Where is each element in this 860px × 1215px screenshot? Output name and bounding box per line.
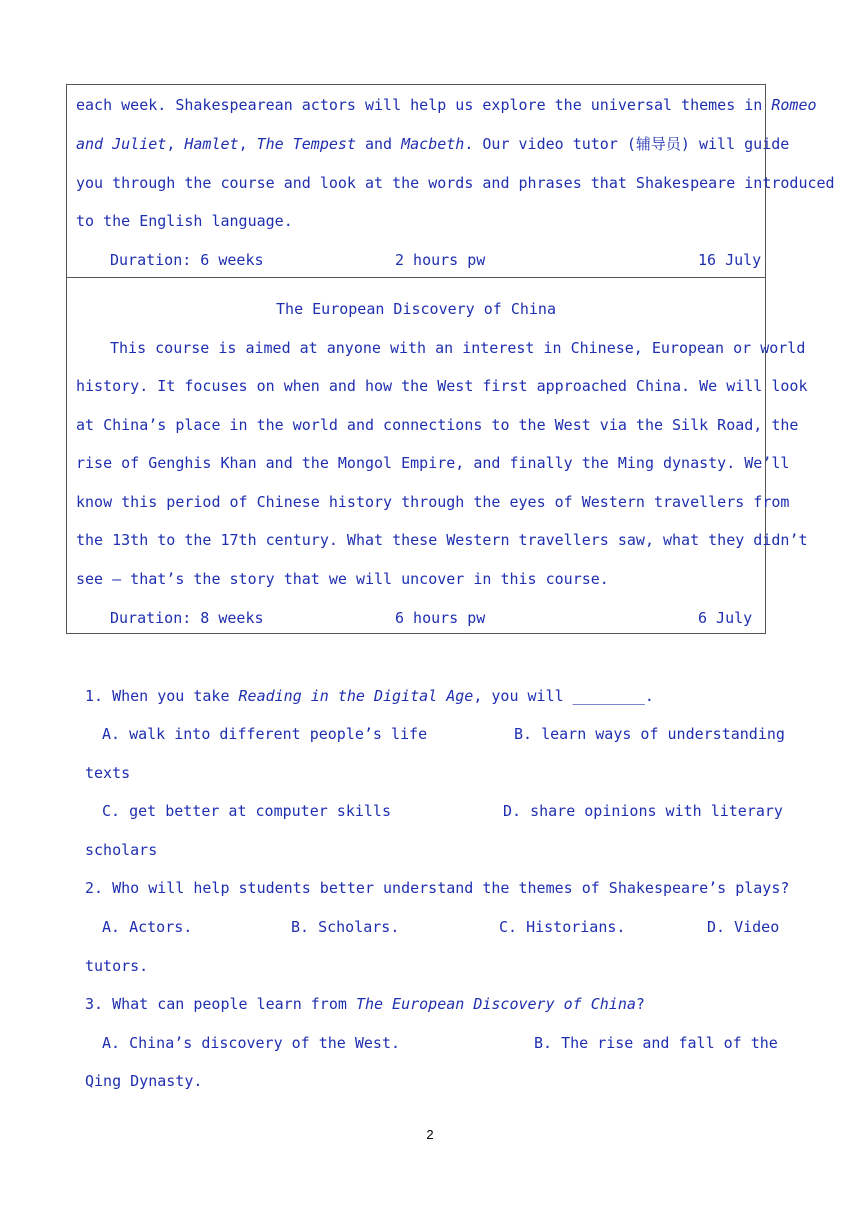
question-1-option-a: A. walk into different people’s life	[102, 725, 428, 743]
course2-line-7: see — that’s the story that we will uncover in this course.	[76, 570, 609, 588]
question-3-option-b: B. The rise and fall of the	[534, 1034, 778, 1052]
question-2-option-b: B. Scholars.	[291, 918, 400, 936]
question-2-stem: 2. Who will help students better understand the themes of Shakespeare’s plays?	[85, 879, 790, 897]
course1-line-1: each week. Shakespearean actors will help us explore the universal themes in Romeo	[76, 96, 817, 114]
page-number: 2	[426, 1127, 434, 1142]
course2-hours: 6 hours pw	[395, 609, 486, 627]
question-3-stem: 3. What can people learn from The European Discovery of China?	[85, 995, 645, 1013]
course2-line-6: the 13th to the 17th century. What these Western travellers saw, what they didn’t	[76, 531, 808, 549]
course2-date: 6 July	[698, 609, 753, 627]
course2-line-4: rise of Genghis Khan and the Mongol Empire, and finally the Ming dynasty. We’ll	[76, 454, 790, 472]
course2-duration: Duration: 8 weeks	[110, 609, 264, 627]
question-1-stem: 1. When you take Reading in the Digital Age, you will ________.	[85, 687, 654, 705]
course2-title: The European Discovery of China	[276, 300, 556, 318]
course2-line-5: know this period of Chinese history through the eyes of Western travellers from	[76, 493, 790, 511]
question-3-option-b-continued: Qing Dynasty.	[85, 1072, 203, 1090]
table-row-divider	[66, 277, 766, 278]
course2-line-1: This course is aimed at anyone with an interest in Chinese, European or world	[110, 339, 806, 357]
question-3-option-a: A. China’s discovery of the West.	[102, 1034, 401, 1052]
question-1-option-c: C. get better at computer skills	[102, 802, 391, 820]
question-1-option-d: D. share opinions with literary	[503, 802, 783, 820]
question-1-option-b-continued: texts	[85, 764, 131, 782]
course1-line-2: and Juliet, Hamlet, The Tempest and Macbeth. Our video tutor (辅导员) will guide	[76, 135, 790, 153]
question-2-option-c: C. Historians.	[499, 918, 626, 936]
question-2-option-d-continued: tutors.	[85, 957, 149, 975]
course1-line-3: you through the course and look at the words and phrases that Shakespeare introduced	[76, 174, 835, 192]
course2-line-3: at China’s place in the world and connections to the West via the Silk Road, the	[76, 416, 799, 434]
question-1-option-d-continued: scholars	[85, 841, 158, 859]
course2-line-2: history. It focuses on when and how the West first approached China. We will look	[76, 377, 808, 395]
question-2-option-d: D. Video	[707, 918, 780, 936]
question-2-option-a: A. Actors.	[102, 918, 193, 936]
course1-hours: 2 hours pw	[395, 251, 486, 269]
course-table	[66, 84, 835, 634]
course1-date: 16 July	[698, 251, 762, 269]
question-1-option-b: B. learn ways of understanding	[514, 725, 785, 743]
course1-line-4: to the English language.	[76, 212, 293, 230]
course1-duration: Duration: 6 weeks	[110, 251, 264, 269]
